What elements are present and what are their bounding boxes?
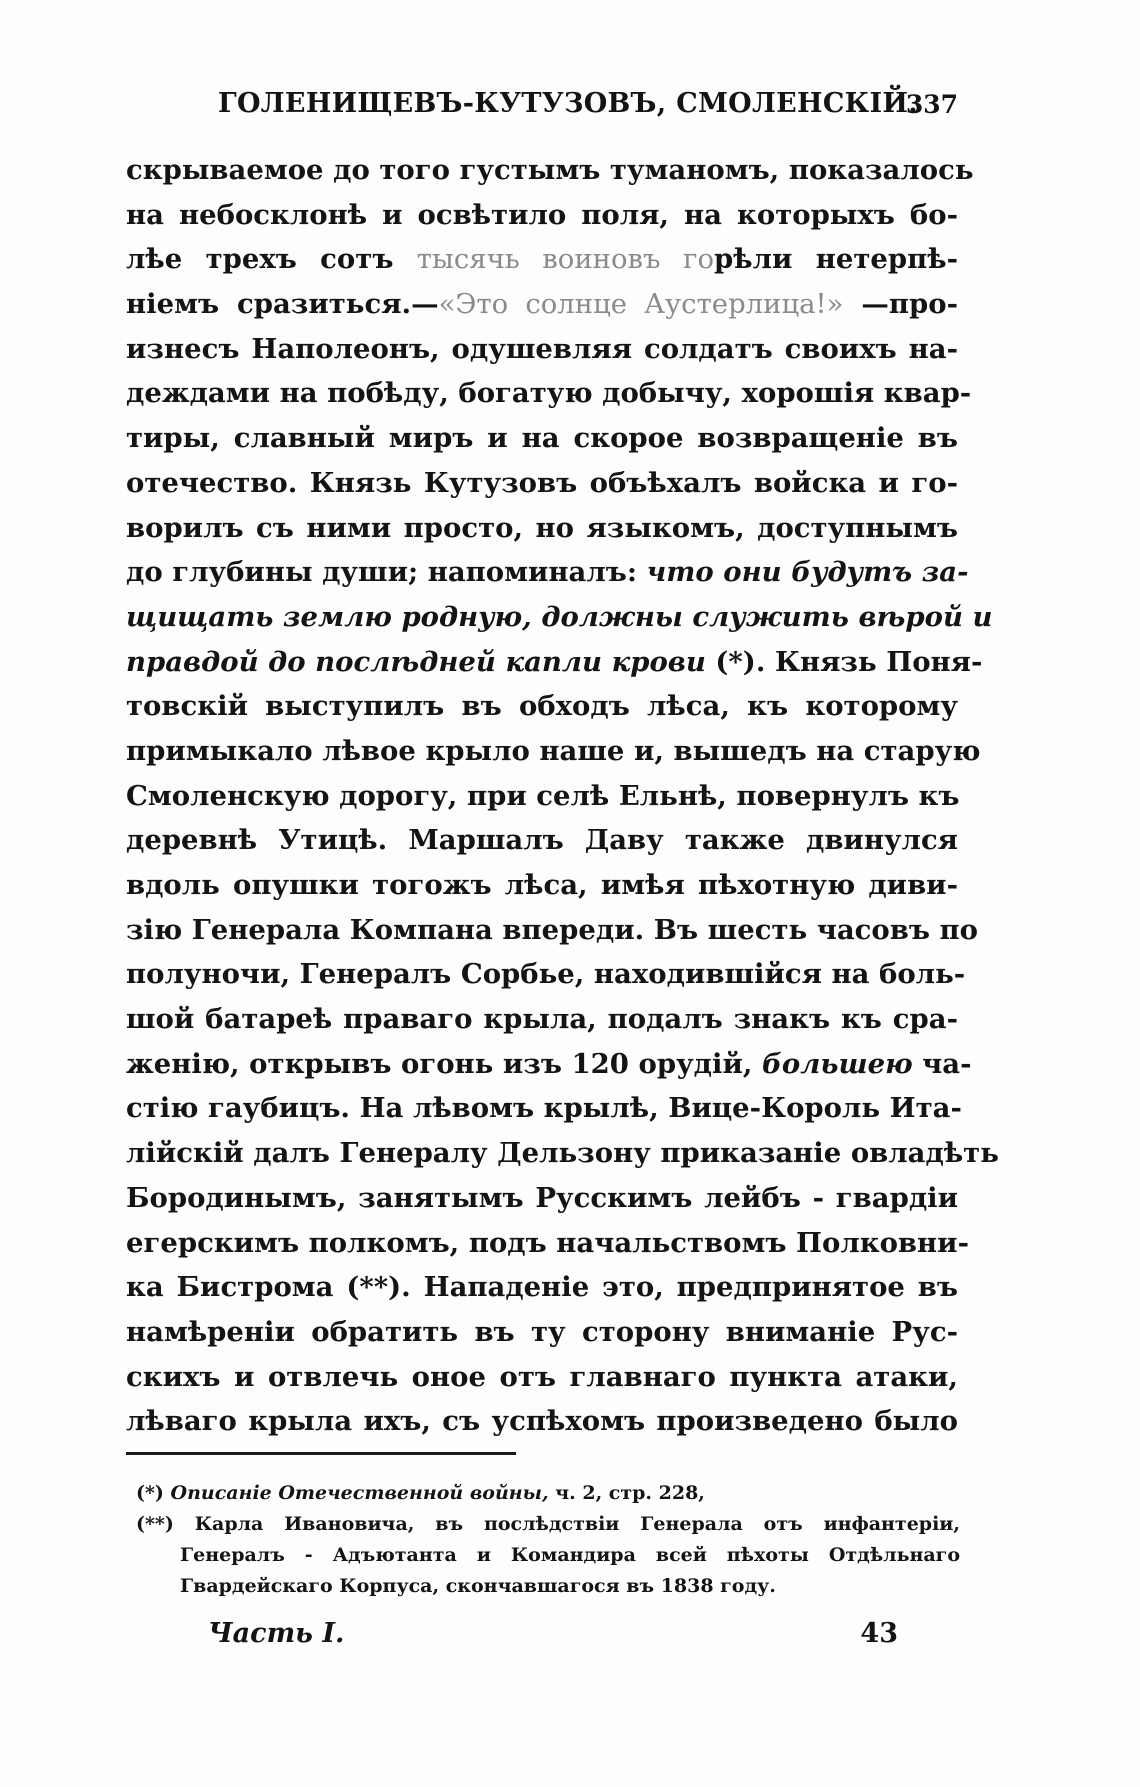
page-header [218,88,958,128]
text-line [126,148,974,193]
text-line [126,818,958,863]
text-run: Смоленскую дорогу, при селѣ Ельнѣ, повернулъ къ [126,779,960,812]
text-line [126,863,958,908]
text-run: лѣе трехъ сотъ [126,243,417,276]
text-line [126,371,972,416]
text-line [126,237,958,282]
text-line [126,595,993,640]
text-line [126,1176,958,1221]
text-run: Бородинымъ, занятымъ Русскимъ лейбъ - гвардіи [126,1181,958,1214]
text-run: зію Генерала Компана впереди. Въ шесть часовъ по [126,913,979,946]
text-run: на небосклонѣ и освѣтило поля, на которыхъ бо- [126,198,958,231]
text-run: товскій выступилъ въ обходъ лѣса, къ которому [126,690,958,723]
text-line [126,461,958,506]
text-line [126,1399,958,1444]
footnote-2-line: Гвардейскаго Корпуса, скончавшагося въ 1838 году. [180,1575,776,1597]
italic-quote: что они будутъ за- [646,556,969,589]
volume-part: Часть I. [208,1618,345,1649]
text-run: лійскій далъ Генералу Дельзону приказаніе овладѣть [126,1137,999,1170]
text-line [126,1086,962,1131]
text-line [126,997,958,1042]
text-run: полуночи, Генералъ Сорбье, находившійся на боль- [126,958,966,991]
footnote-text: ч. 2, стр. 228, [548,1482,705,1504]
faded-quote: «Это солнце Аустерлица!» [438,288,844,321]
text-run: деревнѣ Утицѣ. Маршалъ Даву также двинулся [126,824,958,857]
running-head: ГОЛЕНИЩЕВЪ-КУТУЗОВЪ, СМОЛЕНСКІЙ. [218,88,918,119]
text-run: —про- [843,288,958,321]
printer-signature [208,1618,898,1658]
footnote-1 [136,1478,960,1509]
text-line [126,506,958,551]
text-run: рѣли нетерпѣ- [714,243,958,276]
text-line [126,1221,969,1266]
text-line [126,729,981,774]
text-run: до глубины души; напоминалъ: [126,556,647,589]
text-line [126,416,958,461]
text-run: изнесъ Наполеонъ, одушевляя солдатъ своихъ на- [126,332,958,365]
text-line [126,640,983,685]
main-text [126,148,999,1444]
text-run: ка Бистрома (**). Нападеніе это, предпринятое въ [126,1271,958,1304]
text-run: тиры, славный миръ и на скорое возвращеніе въ [126,422,958,455]
italic-quote: щищать землю родную, должны служить вѣрой и [126,600,993,633]
text-line [126,193,958,238]
text-run: шой батареѣ праваго крыла, подалъ знакъ къ сра- [126,1003,958,1036]
text-run: ніемъ сразиться.— [126,288,439,321]
text-run: деждами на побѣду, богатую добычу, хорошія квар- [126,377,972,410]
text-run: намѣреніи обратить въ ту сторону вниманіе Рус- [126,1315,958,1348]
text-run: ворилъ съ ними просто, но языкомъ, доступнымъ [126,511,958,544]
text-line [126,1265,958,1310]
text-run: скихъ и отвлечь оное отъ главнаго пункта атаки, [126,1360,958,1393]
footnote-2-line: Генералъ - Адъютанта и Командира всей пѣхоты Отдѣльнаго [180,1544,960,1566]
footnote-2-line: (**) Карла Ивановича, въ послѣдствіи Генерала отъ инфантеріи, [136,1513,960,1535]
sheet-number: 43 [860,1618,898,1649]
footnotes [136,1478,960,1602]
italic-word: большею [762,1047,913,1080]
text-line [126,952,966,997]
faded-text-run: тысячь воиновъ го [416,243,715,276]
text-run: скрываемое до того густымъ туманомъ, показалось [126,154,974,186]
text-line [126,1131,999,1176]
text-line [126,684,958,729]
text-line [126,774,958,819]
text-run: примыкало лѣвое крыло наше и, вышедъ на старую [126,734,981,767]
text-run: ча- [912,1047,972,1080]
text-line [126,1310,958,1355]
text-run: вдоль опушки тогожъ лѣса, имѣя пѣхотную диви- [126,869,958,901]
italic-quote: правдой до послѣдней капли крови [126,645,706,678]
text-run: (*). Князь Поня- [705,645,983,678]
text-line [126,327,958,372]
footnote-source-title: Описаніе Отечественной войны, [170,1482,549,1504]
footnote-marker: (*) [136,1482,171,1504]
text-line [126,282,958,327]
text-run: лѣваго крыла ихъ, съ успѣхомъ произведено было [126,1405,958,1438]
text-run: отечество. Князь Кутузовъ объѣхалъ войска и го- [126,466,958,499]
text-run: егерскимъ полкомъ, подъ начальствомъ Полковни- [126,1226,969,1259]
page-number: 337 [905,90,958,119]
text-line [126,1042,972,1087]
footnote-separator [126,1452,516,1455]
text-line [126,908,979,953]
text-run: стію гаубицъ. На лѣвомъ крылѣ, Вице-Король Ита- [126,1092,962,1125]
text-line [126,550,969,595]
text-line [126,1355,958,1400]
text-run: женію, открывъ огонь изъ 120 орудій, [126,1047,762,1080]
